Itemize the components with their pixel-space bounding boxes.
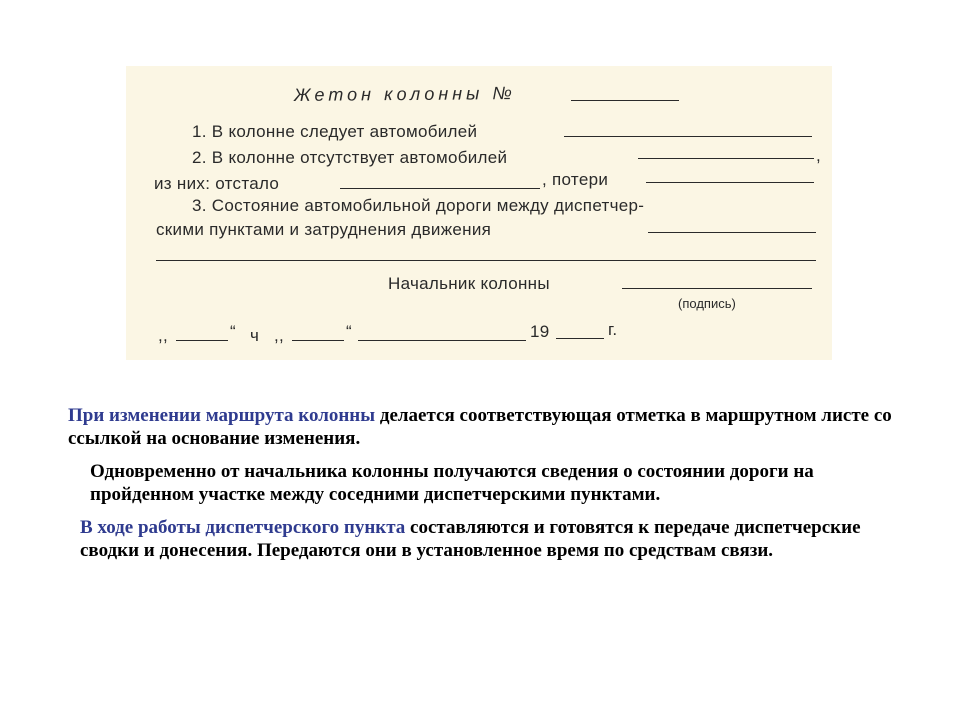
form-title: Жетон колонны № [293, 83, 516, 105]
form-date-line [358, 340, 526, 341]
form-number-line [571, 100, 679, 101]
form-date-q3: ,, [274, 326, 285, 345]
form-fill-line [648, 232, 816, 233]
paragraph-highlight: В ходе работы диспетчерского пункта [80, 517, 406, 538]
form-full-line [156, 260, 816, 261]
form-line-2-comma: , [816, 146, 822, 165]
form-fill-line [646, 182, 814, 183]
form-date-g: г. [608, 320, 618, 339]
form-line-3a: из них: отстало [154, 174, 280, 193]
form-fill-line [638, 158, 814, 159]
paragraph [58, 460, 918, 506]
body-text [58, 404, 918, 572]
form-line-2: 2. В колонне отсутствует автомобилей [192, 148, 508, 167]
paragraph-highlight: При изменении маршрута колонны [68, 405, 376, 426]
form-date-line [292, 340, 344, 341]
form-fill-line [340, 188, 540, 189]
form-date-ch: ч [250, 326, 260, 345]
form-signature-label: (подпись) [678, 296, 736, 311]
paragraph-text: составляются и готовятся к передаче диспетчерские сводки и донесения. Передаются они в установленное время по средствам связи. [80, 517, 861, 561]
paragraph [58, 404, 918, 450]
form-date-q4: “ [346, 322, 352, 341]
form-chief-label: Начальник колонны [388, 274, 550, 293]
form-date-line [556, 338, 604, 339]
form-line-1: 1. В колонне следует автомобилей [192, 122, 478, 141]
form-date-year: 19 [530, 322, 550, 341]
form-date-q2: “ [230, 322, 236, 341]
form-scan-image [126, 66, 832, 360]
form-line-5: скими пунктами и затруднения движения [156, 220, 492, 239]
form-line-4: 3. Состояние автомобильной дороги между диспетчер- [192, 196, 645, 215]
form-date-q1: ,, [158, 326, 169, 345]
paragraph [58, 516, 918, 562]
form-date-line [176, 340, 228, 341]
form-fill-line [564, 136, 812, 137]
form-line-3b: , потери [542, 170, 609, 189]
form-chief-line [622, 288, 812, 289]
paragraph-text: делается соответствующая отметка в маршрутном листе со ссылкой на основание изменения. [68, 405, 892, 449]
paragraph-text: Одновременно от начальника колонны получаются сведения о состоянии дороги на пройденном участке между соседними диспетчерскими пунктами. [90, 461, 814, 505]
